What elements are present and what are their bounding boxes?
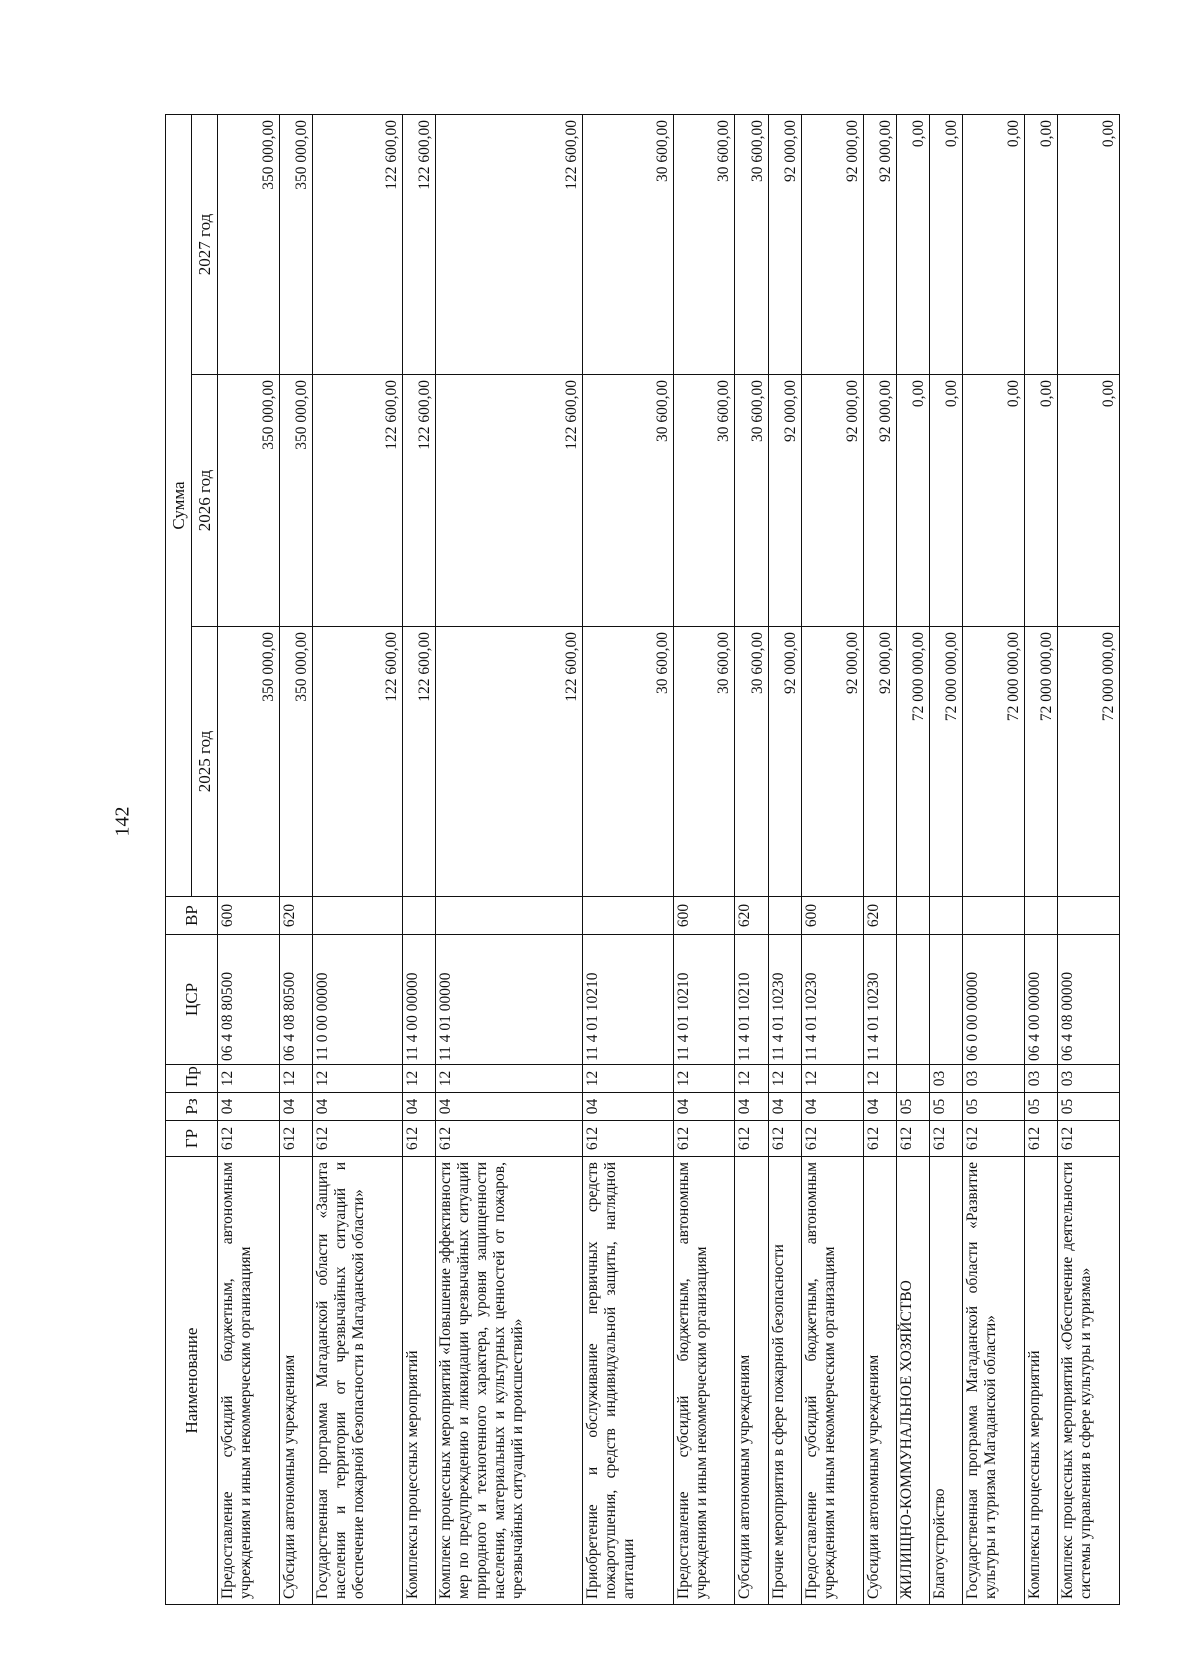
cell-y2027: 92 000,00 (801, 114, 863, 374)
table-row (583, 114, 673, 1604)
cell-vr: 620 (735, 897, 768, 935)
cell-vr (312, 897, 402, 935)
page-number: 142 (111, 806, 134, 837)
cell-pr: 03 (1024, 1065, 1057, 1093)
cell-pr: 12 (735, 1065, 768, 1093)
cell-y2026: 92 000,00 (863, 375, 896, 627)
cell-y2026: 350 000,00 (218, 375, 280, 627)
cell-csr: 11 4 01 10210 (673, 935, 735, 1065)
cell-csr: 11 4 01 10230 (801, 935, 863, 1065)
cell-vr (436, 897, 583, 935)
cell-csr: 11 0 00 00000 (312, 935, 402, 1065)
cell-pr: 12 (673, 1065, 735, 1093)
cell-vr (583, 897, 673, 935)
cell-vr: 620 (863, 897, 896, 935)
cell-vr (768, 897, 801, 935)
table-row (863, 114, 896, 1604)
cell-y2027: 0,00 (963, 114, 1025, 374)
cell-y2025: 72 000 000,00 (896, 627, 929, 897)
cell-vr (929, 897, 962, 935)
cell-pr: 12 (583, 1065, 673, 1093)
cell-pr: 12 (801, 1065, 863, 1093)
cell-name: ЖИЛИЩНО-КОММУНАЛЬНОЕ ХОЗЯЙСТВО (896, 1157, 929, 1605)
cell-rz: 04 (863, 1093, 896, 1121)
cell-vr (896, 897, 929, 935)
table-row (1058, 114, 1120, 1604)
cell-y2026: 30 600,00 (735, 375, 768, 627)
cell-vr (1058, 897, 1120, 935)
cell-y2027: 30 600,00 (583, 114, 673, 374)
cell-y2027: 122 600,00 (312, 114, 402, 374)
cell-gr: 612 (279, 1121, 312, 1157)
cell-pr: 12 (768, 1065, 801, 1093)
cell-y2027: 122 600,00 (436, 114, 583, 374)
cell-y2026: 350 000,00 (279, 375, 312, 627)
cell-y2025: 72 000 000,00 (929, 627, 962, 897)
cell-y2027: 0,00 (896, 114, 929, 374)
cell-pr: 12 (218, 1065, 280, 1093)
cell-y2027: 0,00 (1058, 114, 1120, 374)
header-2027: 2027 год (192, 114, 218, 374)
cell-csr: 11 4 01 00000 (436, 935, 583, 1065)
cell-gr: 612 (929, 1121, 962, 1157)
table-row (279, 114, 312, 1604)
cell-name: Благоустройство (929, 1157, 962, 1605)
cell-gr: 612 (1024, 1121, 1057, 1157)
cell-y2027: 30 600,00 (735, 114, 768, 374)
header-gr: ГР (166, 1121, 218, 1157)
cell-y2025: 72 000 000,00 (1024, 627, 1057, 897)
table-row (436, 114, 583, 1604)
cell-y2025: 122 600,00 (436, 627, 583, 897)
header-pr: Пр (166, 1065, 218, 1093)
cell-gr: 612 (583, 1121, 673, 1157)
cell-rz: 04 (583, 1093, 673, 1121)
cell-csr: 11 4 01 10230 (768, 935, 801, 1065)
cell-y2025: 30 600,00 (735, 627, 768, 897)
cell-gr: 612 (403, 1121, 436, 1157)
cell-y2027: 122 600,00 (403, 114, 436, 374)
header-2026: 2026 год (192, 375, 218, 627)
cell-rz: 04 (673, 1093, 735, 1121)
cell-y2026: 30 600,00 (583, 375, 673, 627)
cell-y2025: 30 600,00 (583, 627, 673, 897)
cell-pr: 03 (963, 1065, 1025, 1093)
table-row (218, 114, 280, 1604)
cell-gr: 612 (436, 1121, 583, 1157)
cell-rz: 05 (929, 1093, 962, 1121)
cell-pr: 12 (279, 1065, 312, 1093)
table-row (801, 114, 863, 1604)
cell-csr: 06 4 08 80500 (279, 935, 312, 1065)
cell-y2026: 0,00 (896, 375, 929, 627)
cell-pr: 03 (929, 1065, 962, 1093)
cell-y2027: 0,00 (929, 114, 962, 374)
cell-y2026: 122 600,00 (312, 375, 402, 627)
cell-csr (896, 935, 929, 1065)
budget-table-rotated (165, 115, 1120, 1605)
header-2025: 2025 год (192, 627, 218, 897)
cell-vr: 600 (673, 897, 735, 935)
cell-name: Приобретение и обслуживание первичных средств пожаротушения, средств индивидуальной защиты, наглядной агитации (583, 1157, 673, 1605)
cell-rz: 05 (1024, 1093, 1057, 1121)
cell-y2025: 72 000 000,00 (963, 627, 1025, 897)
cell-csr: 11 4 00 00000 (403, 935, 436, 1065)
cell-y2027: 0,00 (1024, 114, 1057, 374)
cell-name: Предоставление субсидий бюджетным, автономным учреждениям и иным некоммерческим организациям (801, 1157, 863, 1605)
cell-vr (403, 897, 436, 935)
cell-y2027: 92 000,00 (768, 114, 801, 374)
cell-rz: 04 (312, 1093, 402, 1121)
header-csr: ЦСР (166, 935, 218, 1065)
cell-rz: 04 (279, 1093, 312, 1121)
cell-rz: 04 (735, 1093, 768, 1121)
cell-csr: 11 4 01 10230 (863, 935, 896, 1065)
cell-csr: 06 4 00 00000 (1024, 935, 1057, 1065)
cell-y2025: 30 600,00 (673, 627, 735, 897)
cell-y2025: 350 000,00 (218, 627, 280, 897)
cell-y2026: 0,00 (1058, 375, 1120, 627)
cell-csr: 06 4 08 80500 (218, 935, 280, 1065)
cell-vr: 600 (218, 897, 280, 935)
cell-rz: 05 (1058, 1093, 1120, 1121)
cell-y2025: 72 000 000,00 (1058, 627, 1120, 897)
table-row (1024, 114, 1057, 1604)
cell-rz: 04 (768, 1093, 801, 1121)
cell-name: Государственная программа Магаданской области «Развитие культуры и туризма Магаданской области» (963, 1157, 1025, 1605)
cell-y2025: 92 000,00 (768, 627, 801, 897)
cell-y2027: 30 600,00 (673, 114, 735, 374)
cell-csr: 11 4 01 10210 (735, 935, 768, 1065)
table-row (403, 114, 436, 1604)
cell-y2027: 350 000,00 (218, 114, 280, 374)
cell-gr: 612 (218, 1121, 280, 1157)
cell-gr: 612 (312, 1121, 402, 1157)
cell-pr: 03 (1058, 1065, 1120, 1093)
table-row (735, 114, 768, 1604)
cell-name: Субсидии автономным учреждениям (279, 1157, 312, 1605)
cell-gr: 612 (1058, 1121, 1120, 1157)
table-row (768, 114, 801, 1604)
cell-name: Комплекс процессных мероприятий «Обеспечение деятельности системы управления в сфере культуры и туризма» (1058, 1157, 1120, 1605)
cell-y2026: 0,00 (929, 375, 962, 627)
table-row (673, 114, 735, 1604)
cell-gr: 612 (768, 1121, 801, 1157)
cell-y2026: 92 000,00 (801, 375, 863, 627)
cell-y2026: 0,00 (963, 375, 1025, 627)
cell-y2026: 92 000,00 (768, 375, 801, 627)
header-name: Наименование (166, 1157, 218, 1605)
cell-pr: 12 (403, 1065, 436, 1093)
budget-table (165, 114, 1120, 1605)
cell-csr (929, 935, 962, 1065)
cell-gr: 612 (896, 1121, 929, 1157)
table-row (896, 114, 929, 1604)
table-row (929, 114, 962, 1604)
cell-gr: 612 (735, 1121, 768, 1157)
cell-gr: 612 (801, 1121, 863, 1157)
cell-csr: 06 0 00 00000 (963, 935, 1025, 1065)
table-row (963, 114, 1025, 1604)
cell-y2025: 122 600,00 (312, 627, 402, 897)
cell-gr: 612 (863, 1121, 896, 1157)
cell-rz: 05 (963, 1093, 1025, 1121)
table-row (312, 114, 402, 1604)
header-rz: Рз (166, 1093, 218, 1121)
cell-y2025: 92 000,00 (863, 627, 896, 897)
cell-vr (1024, 897, 1057, 935)
cell-gr: 612 (673, 1121, 735, 1157)
cell-name: Предоставление субсидий бюджетным, автономным учреждениям и иным некоммерческим организациям (218, 1157, 280, 1605)
cell-name: Комплексы процессных мероприятий (1024, 1157, 1057, 1605)
table-body (218, 114, 1120, 1604)
cell-gr: 612 (963, 1121, 1025, 1157)
cell-y2026: 122 600,00 (403, 375, 436, 627)
cell-rz: 04 (801, 1093, 863, 1121)
cell-name: Комплекс процессных мероприятий «Повышение эффективности мер по предупреждению и ликвидации чрезвычайных ситуаций природного и техногенного характера, уровня защищенности населения, материальных и культурных ценностей от пожаров, чрезвычайных ситуаций и происшествий» (436, 1157, 583, 1605)
cell-name: Субсидии автономным учреждениям (863, 1157, 896, 1605)
cell-rz: 04 (403, 1093, 436, 1121)
cell-y2025: 350 000,00 (279, 627, 312, 897)
cell-name: Субсидии автономным учреждениям (735, 1157, 768, 1605)
cell-y2025: 92 000,00 (801, 627, 863, 897)
cell-csr: 06 4 08 00000 (1058, 935, 1120, 1065)
cell-vr (963, 897, 1025, 935)
header-vr: ВР (166, 897, 218, 935)
cell-name: Комплексы процессных мероприятий (403, 1157, 436, 1605)
cell-vr: 620 (279, 897, 312, 935)
cell-pr: 12 (863, 1065, 896, 1093)
cell-csr: 11 4 01 10210 (583, 935, 673, 1065)
cell-name: Прочие мероприятия в сфере пожарной безопасности (768, 1157, 801, 1605)
cell-y2025: 122 600,00 (403, 627, 436, 897)
header-sum: Сумма (166, 114, 192, 896)
cell-pr: 12 (312, 1065, 402, 1093)
cell-rz: 04 (218, 1093, 280, 1121)
cell-y2026: 30 600,00 (673, 375, 735, 627)
cell-vr: 600 (801, 897, 863, 935)
cell-rz: 04 (436, 1093, 583, 1121)
cell-pr: 12 (436, 1065, 583, 1093)
cell-y2027: 350 000,00 (279, 114, 312, 374)
cell-y2026: 122 600,00 (436, 375, 583, 627)
cell-name: Государственная программа Магаданской области «Защита населения и территории от чрезвычайных ситуаций и обеспечение пожарной безопасности в Магаданской области» (312, 1157, 402, 1605)
cell-y2026: 0,00 (1024, 375, 1057, 627)
cell-name: Предоставление субсидий бюджетным, автономным учреждениям и иным некоммерческим организациям (673, 1157, 735, 1605)
cell-pr (896, 1065, 929, 1093)
cell-y2027: 92 000,00 (863, 114, 896, 374)
cell-rz: 05 (896, 1093, 929, 1121)
